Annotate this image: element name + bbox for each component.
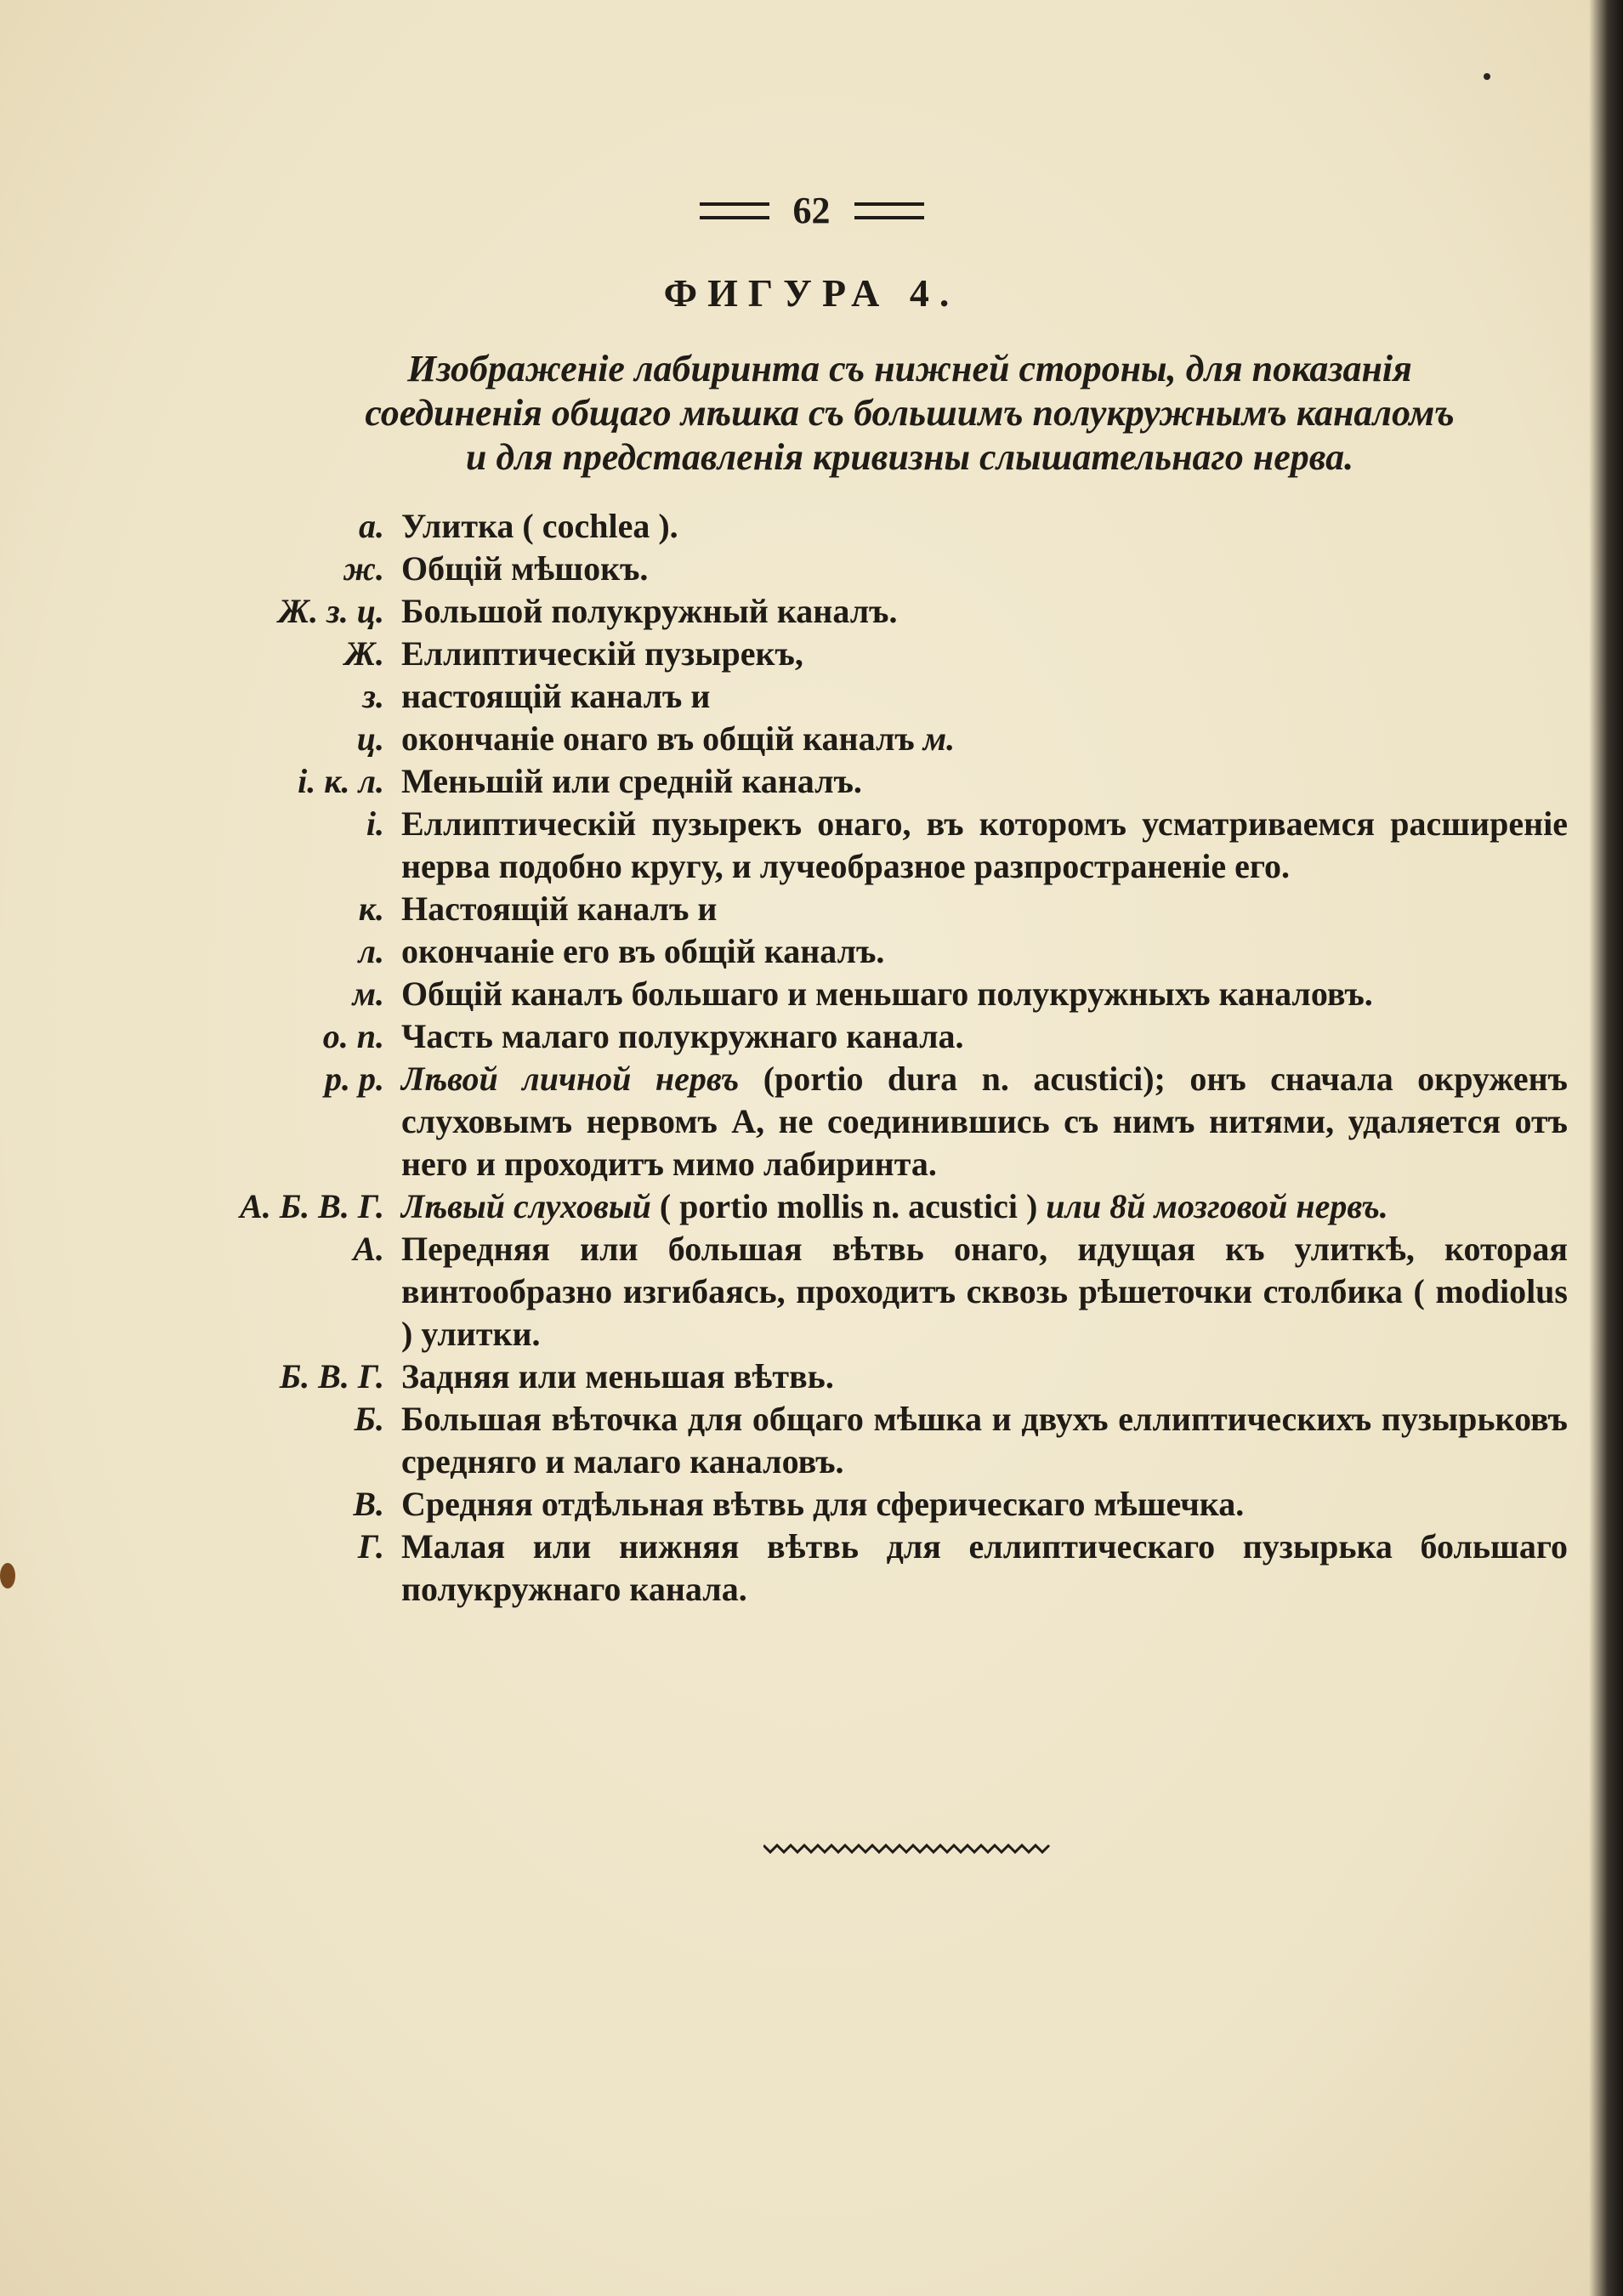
legend-key: Б. (354, 1400, 384, 1438)
figure-caption (255, 347, 1564, 480)
legend-text: Часть малаго полукружнаго канала. (401, 1017, 964, 1055)
legend-key: і. к. л. (298, 762, 384, 800)
legend-entry (0, 1483, 1623, 1526)
figure-title: ФИГУРА 4. (663, 271, 960, 315)
legend-key: Г. (357, 1527, 384, 1566)
legend-key: к. (358, 889, 384, 928)
legend-text: Меньшій или средній каналъ. (401, 762, 862, 800)
legend-key: Б. В. Г. (279, 1357, 384, 1395)
legend-entry (0, 1398, 1623, 1483)
legend-list (0, 505, 1623, 1611)
legend-text (401, 718, 1568, 760)
header-rule-right (854, 202, 924, 219)
legend-entry (0, 505, 1623, 548)
legend-text-part-italic: Лѣвый слуховый (401, 1187, 651, 1225)
legend-entry (0, 888, 1623, 930)
legend-entry (0, 973, 1623, 1015)
legend-entry (0, 1228, 1623, 1355)
legend-text: настоящій каналъ и (401, 677, 711, 715)
legend-text: Еллиптическій пузырекъ, (401, 634, 803, 673)
legend-entry (0, 590, 1623, 633)
legend-entry (0, 1526, 1623, 1611)
legend-key: м. (352, 975, 384, 1013)
legend-text-part: (portio dura n. acustici); онъ сначала окруженъ слуховымъ нервомъ А, не соединившись съ нимъ нитями, удаляется отъ него и проходитъ мимо лабиринта. (401, 1060, 1569, 1183)
legend-text-part-italic: м. (922, 719, 956, 758)
legend-key: В. (353, 1485, 384, 1523)
legend-key: А. (353, 1230, 384, 1268)
ink-speck (1484, 73, 1490, 80)
legend-text: Передняя или большая вѣтвь онаго, идущая къ улиткѣ, которая винтообразно изгибаясь, проходитъ сквозь рѣшеточки столбика ( modiolus ) улитки. (401, 1230, 1568, 1353)
legend-key: л. (358, 932, 384, 970)
legend-key: ж. (343, 549, 384, 588)
legend-entry (0, 1058, 1623, 1185)
legend-text: Задняя или меньшая вѣтвь. (401, 1357, 834, 1395)
legend-text: Большой полукружный каналъ. (401, 592, 898, 630)
legend-text: Общій мѣшокъ. (401, 549, 649, 588)
caption-line: соединенія общаго мѣшка съ большимъ полукружнымъ каналомъ (365, 392, 1455, 434)
legend-key: і. (366, 804, 384, 843)
legend-entry (0, 930, 1623, 973)
legend-text (401, 1058, 1568, 1185)
legend-entry (0, 548, 1623, 590)
page-header (0, 189, 1623, 232)
legend-text-part: окончаніе онаго въ общій каналъ (401, 719, 923, 758)
legend-entry (0, 803, 1623, 888)
legend-text: Средняя отдѣльная вѣтвь для сферическаго мѣшечка. (401, 1485, 1245, 1523)
legend-text: Улитка ( cochlea ). (401, 507, 678, 545)
header-rule-left (700, 202, 769, 219)
legend-key: з. (362, 677, 384, 715)
caption-line: Изображеніе лабиринта съ нижней стороны, для показанія (407, 348, 1412, 389)
legend-text-part: ( portio mollis n. acustici ) (650, 1187, 1047, 1225)
footer-ornament-rule (763, 1842, 1053, 1856)
legend-entry (0, 760, 1623, 803)
legend-key: Ж. з. ц. (278, 592, 384, 630)
legend-text-part-italic: или 8й мозговой нервъ. (1046, 1187, 1388, 1225)
legend-key: а. (359, 507, 384, 545)
legend-text: Настоящій каналъ и (401, 889, 718, 928)
legend-text: Большая вѣточка для общаго мѣшка и двухъ еллиптическихъ пузырьковъ средняго и малаго каналовъ. (401, 1400, 1568, 1480)
legend-key: Ж. (344, 634, 384, 673)
legend-key: ц. (356, 719, 384, 758)
legend-text (401, 1185, 1568, 1228)
legend-text: Общій каналъ большаго и меньшаго полукружныхъ каналовъ. (401, 975, 1373, 1013)
legend-text-part-italic: Лѣвой личной нервъ (401, 1060, 740, 1098)
legend-entry (0, 718, 1623, 760)
legend-key: о. п. (322, 1017, 384, 1055)
legend-entry (0, 633, 1623, 675)
legend-entry (0, 675, 1623, 718)
legend-entry (0, 1185, 1623, 1228)
legend-text: Еллиптическій пузырекъ онаго, въ которомъ усматриваемся расширеніе нерва подобно кругу, и лучеобразное разпространеніе его. (401, 804, 1568, 885)
caption-line: и для представленія кривизны слышательнаго нерва. (465, 436, 1354, 478)
legend-text: Малая или нижняя вѣтвь для еллиптическаго пузырька большаго полукружнаго канала. (401, 1527, 1568, 1608)
legend-text: окончаніе его въ общій каналъ. (401, 932, 885, 970)
legend-key: А. Б. В. Г. (240, 1187, 384, 1225)
legend-entry (0, 1355, 1623, 1398)
legend-key: р. р. (325, 1060, 384, 1098)
page-number: 62 (792, 190, 831, 231)
legend-entry (0, 1015, 1623, 1058)
